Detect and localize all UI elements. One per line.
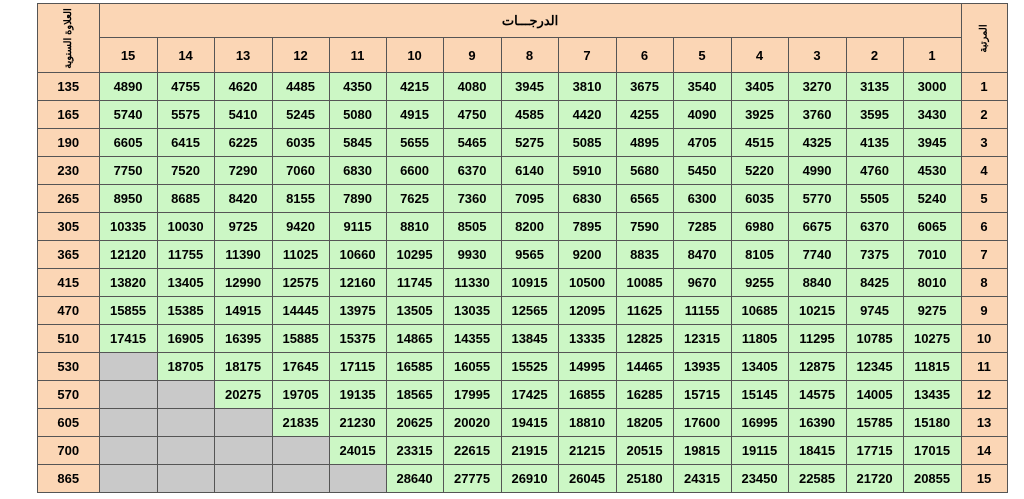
allowance-cell: 570 (38, 381, 100, 409)
salary-cell: 12315 (673, 325, 731, 353)
salary-cell: 3945 (903, 129, 961, 157)
salary-cell: 18705 (157, 353, 214, 381)
salary-cell: 8420 (214, 185, 272, 213)
allowance-cell: 700 (38, 437, 100, 465)
salary-cell: 6370 (443, 157, 501, 185)
salary-cell: 5770 (788, 185, 846, 213)
salary-cell: 7890 (329, 185, 386, 213)
salary-cell: 4530 (903, 157, 961, 185)
salary-cell: 10660 (329, 241, 386, 269)
grade-cell: 12 (961, 381, 1007, 409)
salary-cell: 13405 (731, 353, 788, 381)
empty-cell (214, 409, 272, 437)
salary-cell: 5080 (329, 101, 386, 129)
salary-cell: 5240 (903, 185, 961, 213)
salary-cell: 19415 (501, 409, 558, 437)
salary-cell: 9565 (501, 241, 558, 269)
table-row (38, 129, 1008, 157)
grade-cell: 9 (961, 297, 1007, 325)
salary-cell: 4990 (788, 157, 846, 185)
allowance-cell: 415 (38, 269, 100, 297)
empty-cell (272, 465, 329, 493)
grade-cell: 14 (961, 437, 1007, 465)
salary-cell: 11330 (443, 269, 501, 297)
empty-cell (272, 437, 329, 465)
degree-number-header: 11 (329, 38, 386, 73)
salary-cell: 4760 (846, 157, 903, 185)
salary-cell: 22585 (788, 465, 846, 493)
salary-cell: 24315 (673, 465, 731, 493)
salary-cell: 28640 (386, 465, 443, 493)
salary-cell: 5465 (443, 129, 501, 157)
salary-cell: 9200 (558, 241, 616, 269)
table-row (38, 73, 1008, 101)
salary-cell: 7740 (788, 241, 846, 269)
salary-cell: 4890 (99, 73, 157, 101)
salary-cell: 3000 (903, 73, 961, 101)
salary-cell: 9930 (443, 241, 501, 269)
allowance-cell: 265 (38, 185, 100, 213)
salary-cell: 9420 (272, 213, 329, 241)
salary-cell: 5410 (214, 101, 272, 129)
salary-cell: 5575 (157, 101, 214, 129)
empty-cell (99, 437, 157, 465)
salary-cell: 11745 (386, 269, 443, 297)
salary-cell: 16855 (558, 381, 616, 409)
salary-cell: 4705 (673, 129, 731, 157)
salary-cell: 6370 (846, 213, 903, 241)
salary-cell: 14465 (616, 353, 673, 381)
table-row (38, 325, 1008, 353)
grade-cell: 8 (961, 269, 1007, 297)
salary-scale-table (37, 3, 1008, 493)
degree-number-header: 2 (846, 38, 903, 73)
salary-cell: 5275 (501, 129, 558, 157)
salary-cell: 17645 (272, 353, 329, 381)
salary-cell: 19115 (731, 437, 788, 465)
salary-cell: 23450 (731, 465, 788, 493)
salary-cell: 8010 (903, 269, 961, 297)
salary-cell: 5085 (558, 129, 616, 157)
salary-cell: 16585 (386, 353, 443, 381)
salary-cell: 10785 (846, 325, 903, 353)
salary-cell: 10030 (157, 213, 214, 241)
salary-cell: 20625 (386, 409, 443, 437)
salary-cell: 8810 (386, 213, 443, 241)
salary-cell: 14575 (788, 381, 846, 409)
allowance-cell: 190 (38, 129, 100, 157)
salary-cell: 5655 (386, 129, 443, 157)
salary-cell: 20020 (443, 409, 501, 437)
salary-cell: 21720 (846, 465, 903, 493)
degree-number-header: 14 (157, 38, 214, 73)
grade-cell: 11 (961, 353, 1007, 381)
salary-cell: 4255 (616, 101, 673, 129)
salary-cell: 5220 (731, 157, 788, 185)
salary-cell: 8105 (731, 241, 788, 269)
salary-cell: 14995 (558, 353, 616, 381)
salary-cell: 4135 (846, 129, 903, 157)
salary-cell: 15525 (501, 353, 558, 381)
salary-cell: 6140 (501, 157, 558, 185)
grade-cell: 3 (961, 129, 1007, 157)
salary-cell: 16905 (157, 325, 214, 353)
salary-cell: 7590 (616, 213, 673, 241)
salary-cell: 16390 (788, 409, 846, 437)
salary-cell: 4515 (731, 129, 788, 157)
allowance-cell: 135 (38, 73, 100, 101)
salary-cell: 7060 (272, 157, 329, 185)
salary-cell: 10500 (558, 269, 616, 297)
empty-cell (157, 437, 214, 465)
salary-cell: 7360 (443, 185, 501, 213)
allowance-cell: 510 (38, 325, 100, 353)
salary-cell: 10085 (616, 269, 673, 297)
salary-cell: 21915 (501, 437, 558, 465)
salary-cell: 22615 (443, 437, 501, 465)
salary-cell: 8835 (616, 241, 673, 269)
salary-cell: 5680 (616, 157, 673, 185)
salary-cell: 17415 (99, 325, 157, 353)
grade-cell: 13 (961, 409, 1007, 437)
degree-numbers-row (38, 38, 1008, 73)
salary-cell: 12990 (214, 269, 272, 297)
salary-cell: 5450 (673, 157, 731, 185)
degree-number-header: 1 (903, 38, 961, 73)
salary-cell: 4585 (501, 101, 558, 129)
salary-cell: 12575 (272, 269, 329, 297)
grade-cell: 7 (961, 241, 1007, 269)
salary-cell: 10275 (903, 325, 961, 353)
degree-number-header: 15 (99, 38, 157, 73)
salary-cell: 15785 (846, 409, 903, 437)
empty-cell (157, 409, 214, 437)
salary-cell: 15885 (272, 325, 329, 353)
salary-cell: 13935 (673, 353, 731, 381)
salary-cell: 13975 (329, 297, 386, 325)
salary-cell: 15385 (157, 297, 214, 325)
salary-cell: 19705 (272, 381, 329, 409)
allowance-cell: 605 (38, 409, 100, 437)
salary-cell: 6830 (558, 185, 616, 213)
salary-cell: 12120 (99, 241, 157, 269)
degree-number-header: 5 (673, 38, 731, 73)
table-row (38, 101, 1008, 129)
salary-cell: 6065 (903, 213, 961, 241)
salary-cell: 3810 (558, 73, 616, 101)
salary-cell: 18565 (386, 381, 443, 409)
salary-cell: 13035 (443, 297, 501, 325)
salary-cell: 10335 (99, 213, 157, 241)
salary-cell: 11390 (214, 241, 272, 269)
salary-cell: 27775 (443, 465, 501, 493)
salary-cell: 13435 (903, 381, 961, 409)
salary-cell: 4350 (329, 73, 386, 101)
salary-scale-table-wrapper (37, 3, 1008, 493)
salary-cell: 9725 (214, 213, 272, 241)
salary-cell: 4215 (386, 73, 443, 101)
salary-cell: 4325 (788, 129, 846, 157)
salary-cell: 5740 (99, 101, 157, 129)
salary-cell: 16395 (214, 325, 272, 353)
empty-cell (157, 465, 214, 493)
salary-cell: 17015 (903, 437, 961, 465)
salary-cell: 18415 (788, 437, 846, 465)
table-row (38, 297, 1008, 325)
salary-cell: 17115 (329, 353, 386, 381)
grade-cell: 2 (961, 101, 1007, 129)
grade-cell: 1 (961, 73, 1007, 101)
empty-cell (157, 381, 214, 409)
salary-cell: 16055 (443, 353, 501, 381)
salary-cell: 8950 (99, 185, 157, 213)
salary-cell: 3675 (616, 73, 673, 101)
grade-cell: 5 (961, 185, 1007, 213)
salary-cell: 11025 (272, 241, 329, 269)
table-row (38, 241, 1008, 269)
salary-cell: 18175 (214, 353, 272, 381)
salary-cell: 24015 (329, 437, 386, 465)
salary-cell: 17425 (501, 381, 558, 409)
salary-cell: 19135 (329, 381, 386, 409)
salary-cell: 3760 (788, 101, 846, 129)
salary-cell: 7010 (903, 241, 961, 269)
grade-cell: 15 (961, 465, 1007, 493)
salary-cell: 5505 (846, 185, 903, 213)
salary-cell: 15715 (673, 381, 731, 409)
salary-cell: 6830 (329, 157, 386, 185)
degrees-header: الدرجـــات (99, 4, 961, 38)
salary-cell: 20515 (616, 437, 673, 465)
table-row (38, 185, 1008, 213)
salary-cell: 14445 (272, 297, 329, 325)
salary-cell: 4915 (386, 101, 443, 129)
salary-cell: 3925 (731, 101, 788, 129)
salary-cell: 10215 (788, 297, 846, 325)
table-row (38, 465, 1008, 493)
salary-cell: 13505 (386, 297, 443, 325)
empty-cell (99, 381, 157, 409)
salary-cell: 7290 (214, 157, 272, 185)
salary-cell: 4620 (214, 73, 272, 101)
salary-cell: 4080 (443, 73, 501, 101)
salary-cell: 7520 (157, 157, 214, 185)
salary-cell: 9255 (731, 269, 788, 297)
salary-cell: 6565 (616, 185, 673, 213)
salary-cell: 6225 (214, 129, 272, 157)
allowance-cell: 230 (38, 157, 100, 185)
salary-cell: 11815 (903, 353, 961, 381)
degree-number-header: 10 (386, 38, 443, 73)
table-row (38, 381, 1008, 409)
grade-cell: 10 (961, 325, 1007, 353)
salary-cell: 8840 (788, 269, 846, 297)
grade-header-label: المرتبة (978, 23, 990, 53)
salary-cell: 6415 (157, 129, 214, 157)
salary-cell: 21215 (558, 437, 616, 465)
salary-cell: 12825 (616, 325, 673, 353)
salary-cell: 11805 (731, 325, 788, 353)
salary-cell: 10685 (731, 297, 788, 325)
degree-number-header: 13 (214, 38, 272, 73)
allowance-cell: 530 (38, 353, 100, 381)
degree-number-header: 7 (558, 38, 616, 73)
degree-number-header: 8 (501, 38, 558, 73)
salary-cell: 16285 (616, 381, 673, 409)
empty-cell (329, 465, 386, 493)
salary-cell: 3945 (501, 73, 558, 101)
salary-cell: 25180 (616, 465, 673, 493)
salary-cell: 7095 (501, 185, 558, 213)
allowance-header-label: العلاوة السنوية (62, 7, 74, 69)
salary-cell: 4090 (673, 101, 731, 129)
degree-number-header: 12 (272, 38, 329, 73)
salary-cell: 8200 (501, 213, 558, 241)
salary-cell: 7895 (558, 213, 616, 241)
salary-cell: 20275 (214, 381, 272, 409)
salary-cell: 4895 (616, 129, 673, 157)
salary-cell: 8155 (272, 185, 329, 213)
salary-cell: 9745 (846, 297, 903, 325)
salary-cell: 3135 (846, 73, 903, 101)
salary-cell: 11755 (157, 241, 214, 269)
salary-cell: 15375 (329, 325, 386, 353)
salary-cell: 6675 (788, 213, 846, 241)
salary-cell: 12095 (558, 297, 616, 325)
salary-cell: 13820 (99, 269, 157, 297)
salary-cell: 13845 (501, 325, 558, 353)
allowance-cell: 305 (38, 213, 100, 241)
header-row-title (38, 4, 1008, 38)
salary-cell: 9670 (673, 269, 731, 297)
allowance-cell: 865 (38, 465, 100, 493)
table-row (38, 157, 1008, 185)
salary-cell: 8425 (846, 269, 903, 297)
salary-cell: 21835 (272, 409, 329, 437)
salary-cell: 4755 (157, 73, 214, 101)
salary-cell: 9115 (329, 213, 386, 241)
salary-cell: 17715 (846, 437, 903, 465)
salary-cell: 6980 (731, 213, 788, 241)
allowance-cell: 165 (38, 101, 100, 129)
allowance-cell: 470 (38, 297, 100, 325)
degree-number-header: 6 (616, 38, 673, 73)
salary-cell: 9275 (903, 297, 961, 325)
salary-cell: 14915 (214, 297, 272, 325)
salary-cell: 15180 (903, 409, 961, 437)
degree-number-header: 9 (443, 38, 501, 73)
salary-cell: 4485 (272, 73, 329, 101)
grade-header (961, 4, 1007, 73)
salary-cell: 5245 (272, 101, 329, 129)
salary-cell: 5910 (558, 157, 616, 185)
empty-cell (99, 409, 157, 437)
table-row (38, 213, 1008, 241)
salary-cell: 7750 (99, 157, 157, 185)
salary-cell: 11295 (788, 325, 846, 353)
degree-number-header: 4 (731, 38, 788, 73)
salary-cell: 6035 (272, 129, 329, 157)
salary-cell: 8470 (673, 241, 731, 269)
salary-cell: 18810 (558, 409, 616, 437)
salary-cell: 17995 (443, 381, 501, 409)
salary-cell: 12345 (846, 353, 903, 381)
salary-cell: 11155 (673, 297, 731, 325)
salary-cell: 7285 (673, 213, 731, 241)
table-row (38, 437, 1008, 465)
salary-cell: 12565 (501, 297, 558, 325)
salary-cell: 14355 (443, 325, 501, 353)
empty-cell (99, 465, 157, 493)
salary-cell: 10295 (386, 241, 443, 269)
allowance-header (38, 4, 100, 73)
salary-cell: 17600 (673, 409, 731, 437)
salary-cell: 6605 (99, 129, 157, 157)
salary-cell: 11625 (616, 297, 673, 325)
table-body (38, 4, 1008, 493)
salary-cell: 15145 (731, 381, 788, 409)
salary-cell: 3405 (731, 73, 788, 101)
salary-cell: 7625 (386, 185, 443, 213)
table-row (38, 269, 1008, 297)
empty-cell (99, 353, 157, 381)
salary-cell: 10915 (501, 269, 558, 297)
salary-cell: 5845 (329, 129, 386, 157)
salary-cell: 7375 (846, 241, 903, 269)
salary-cell: 6300 (673, 185, 731, 213)
salary-cell: 26910 (501, 465, 558, 493)
salary-cell: 13335 (558, 325, 616, 353)
salary-cell: 8685 (157, 185, 214, 213)
empty-cell (214, 437, 272, 465)
table-row (38, 409, 1008, 437)
salary-cell: 8505 (443, 213, 501, 241)
salary-cell: 16995 (731, 409, 788, 437)
degree-number-header: 3 (788, 38, 846, 73)
grade-cell: 4 (961, 157, 1007, 185)
salary-cell: 4420 (558, 101, 616, 129)
grade-cell: 6 (961, 213, 1007, 241)
empty-cell (214, 465, 272, 493)
salary-cell: 14005 (846, 381, 903, 409)
salary-cell: 18205 (616, 409, 673, 437)
salary-cell: 12160 (329, 269, 386, 297)
salary-cell: 21230 (329, 409, 386, 437)
salary-cell: 3540 (673, 73, 731, 101)
salary-cell: 3595 (846, 101, 903, 129)
salary-cell: 4750 (443, 101, 501, 129)
salary-cell: 14865 (386, 325, 443, 353)
allowance-cell: 365 (38, 241, 100, 269)
salary-cell: 26045 (558, 465, 616, 493)
salary-cell: 3270 (788, 73, 846, 101)
salary-cell: 6035 (731, 185, 788, 213)
table-row (38, 353, 1008, 381)
salary-cell: 6600 (386, 157, 443, 185)
salary-cell: 15855 (99, 297, 157, 325)
salary-cell: 23315 (386, 437, 443, 465)
salary-cell: 13405 (157, 269, 214, 297)
salary-cell: 19815 (673, 437, 731, 465)
salary-cell: 3430 (903, 101, 961, 129)
salary-cell: 20855 (903, 465, 961, 493)
salary-cell: 12875 (788, 353, 846, 381)
